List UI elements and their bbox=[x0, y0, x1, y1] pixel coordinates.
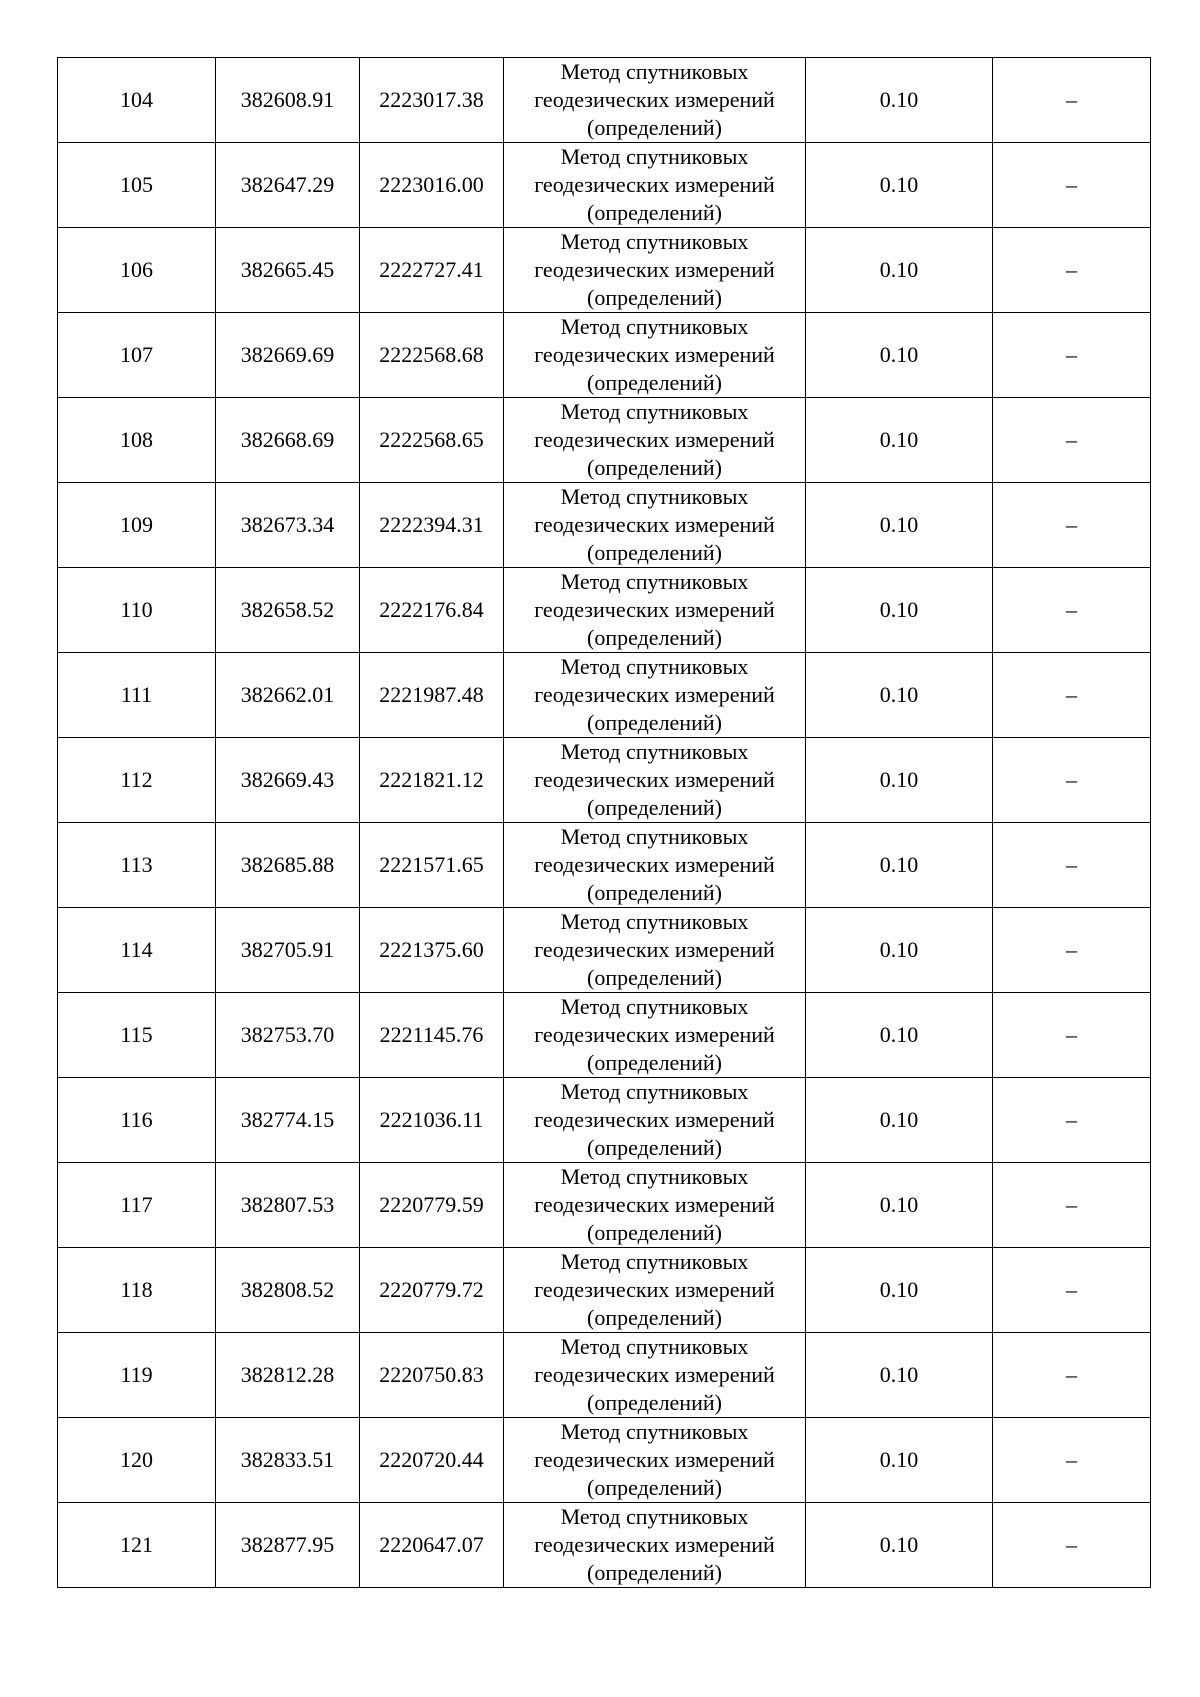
method-line: геодезических измерений bbox=[534, 1022, 775, 1047]
method-line: (определений) bbox=[587, 1135, 722, 1160]
note-cell: – bbox=[993, 228, 1151, 313]
method-line: геодезических измерений bbox=[534, 937, 775, 962]
method-line: (определений) bbox=[587, 1050, 722, 1075]
accuracy-cell: 0.10 bbox=[806, 313, 993, 398]
method-line: геодезических измерений bbox=[534, 852, 775, 877]
method-line: геодезических измерений bbox=[534, 257, 775, 282]
method-line: (определений) bbox=[587, 200, 722, 225]
table-row bbox=[58, 823, 1151, 908]
accuracy-cell: 0.10 bbox=[806, 1503, 993, 1588]
x-coordinate-cell: 382669.43 bbox=[216, 738, 360, 823]
note-cell: – bbox=[993, 1503, 1151, 1588]
y-coordinate-cell: 2221571.65 bbox=[360, 823, 504, 908]
point-number-cell: 115 bbox=[58, 993, 216, 1078]
coordinates-table bbox=[57, 57, 1151, 1588]
method-cell bbox=[504, 1503, 806, 1588]
accuracy-cell: 0.10 bbox=[806, 398, 993, 483]
method-cell bbox=[504, 1418, 806, 1503]
method-cell bbox=[504, 908, 806, 993]
accuracy-cell: 0.10 bbox=[806, 143, 993, 228]
y-coordinate-cell: 2221821.12 bbox=[360, 738, 504, 823]
method-cell bbox=[504, 568, 806, 653]
note-cell: – bbox=[993, 1418, 1151, 1503]
point-number-cell: 120 bbox=[58, 1418, 216, 1503]
note-cell: – bbox=[993, 1078, 1151, 1163]
note-cell: – bbox=[993, 483, 1151, 568]
table-row bbox=[58, 1078, 1151, 1163]
method-line: геодезических измерений bbox=[534, 87, 775, 112]
note-cell: – bbox=[993, 1163, 1151, 1248]
method-line: геодезических измерений bbox=[534, 1447, 775, 1472]
point-number-cell: 107 bbox=[58, 313, 216, 398]
x-coordinate-cell: 382669.69 bbox=[216, 313, 360, 398]
method-line: Метод спутниковых bbox=[560, 1504, 749, 1529]
method-cell bbox=[504, 1248, 806, 1333]
x-coordinate-cell: 382673.34 bbox=[216, 483, 360, 568]
point-number-cell: 118 bbox=[58, 1248, 216, 1333]
x-coordinate-cell: 382658.52 bbox=[216, 568, 360, 653]
method-line: Метод спутниковых bbox=[560, 739, 749, 764]
y-coordinate-cell: 2221036.11 bbox=[360, 1078, 504, 1163]
method-cell bbox=[504, 228, 806, 313]
method-cell bbox=[504, 1078, 806, 1163]
table-row bbox=[58, 1503, 1151, 1588]
method-line: Метод спутниковых bbox=[560, 909, 749, 934]
x-coordinate-cell: 382647.29 bbox=[216, 143, 360, 228]
accuracy-cell: 0.10 bbox=[806, 1248, 993, 1333]
method-cell bbox=[504, 823, 806, 908]
point-number-cell: 106 bbox=[58, 228, 216, 313]
method-cell bbox=[504, 1333, 806, 1418]
x-coordinate-cell: 382668.69 bbox=[216, 398, 360, 483]
point-number-cell: 117 bbox=[58, 1163, 216, 1248]
table-row bbox=[58, 483, 1151, 568]
accuracy-cell: 0.10 bbox=[806, 483, 993, 568]
method-line: геодезических измерений bbox=[534, 1277, 775, 1302]
note-cell: – bbox=[993, 993, 1151, 1078]
point-number-cell: 116 bbox=[58, 1078, 216, 1163]
point-number-cell: 108 bbox=[58, 398, 216, 483]
table-row bbox=[58, 228, 1151, 313]
y-coordinate-cell: 2221145.76 bbox=[360, 993, 504, 1078]
method-line: (определений) bbox=[587, 540, 722, 565]
method-line: Метод спутниковых bbox=[560, 1164, 749, 1189]
method-line: Метод спутниковых bbox=[560, 654, 749, 679]
method-line: (определений) bbox=[587, 710, 722, 735]
method-line: геодезических измерений bbox=[534, 1362, 775, 1387]
method-line: (определений) bbox=[587, 795, 722, 820]
y-coordinate-cell: 2223017.38 bbox=[360, 58, 504, 143]
y-coordinate-cell: 2222568.65 bbox=[360, 398, 504, 483]
x-coordinate-cell: 382662.01 bbox=[216, 653, 360, 738]
method-line: (определений) bbox=[587, 455, 722, 480]
point-number-cell: 105 bbox=[58, 143, 216, 228]
y-coordinate-cell: 2222727.41 bbox=[360, 228, 504, 313]
table-row bbox=[58, 738, 1151, 823]
accuracy-cell: 0.10 bbox=[806, 58, 993, 143]
x-coordinate-cell: 382808.52 bbox=[216, 1248, 360, 1333]
accuracy-cell: 0.10 bbox=[806, 1418, 993, 1503]
method-line: геодезических измерений bbox=[534, 512, 775, 537]
y-coordinate-cell: 2220720.44 bbox=[360, 1418, 504, 1503]
y-coordinate-cell: 2220779.59 bbox=[360, 1163, 504, 1248]
point-number-cell: 109 bbox=[58, 483, 216, 568]
method-line: Метод спутниковых bbox=[560, 1334, 749, 1359]
y-coordinate-cell: 2220779.72 bbox=[360, 1248, 504, 1333]
accuracy-cell: 0.10 bbox=[806, 823, 993, 908]
method-cell bbox=[504, 58, 806, 143]
method-line: геодезических измерений bbox=[534, 1107, 775, 1132]
method-line: (определений) bbox=[587, 370, 722, 395]
note-cell: – bbox=[993, 823, 1151, 908]
method-line: (определений) bbox=[587, 1475, 722, 1500]
accuracy-cell: 0.10 bbox=[806, 738, 993, 823]
method-line: Метод спутниковых bbox=[560, 59, 749, 84]
method-cell bbox=[504, 313, 806, 398]
accuracy-cell: 0.10 bbox=[806, 228, 993, 313]
method-line: (определений) bbox=[587, 625, 722, 650]
method-line: (определений) bbox=[587, 1220, 722, 1245]
method-cell bbox=[504, 143, 806, 228]
point-number-cell: 121 bbox=[58, 1503, 216, 1588]
y-coordinate-cell: 2222176.84 bbox=[360, 568, 504, 653]
x-coordinate-cell: 382807.53 bbox=[216, 1163, 360, 1248]
note-cell: – bbox=[993, 398, 1151, 483]
accuracy-cell: 0.10 bbox=[806, 1078, 993, 1163]
y-coordinate-cell: 2222568.68 bbox=[360, 313, 504, 398]
note-cell: – bbox=[993, 58, 1151, 143]
accuracy-cell: 0.10 bbox=[806, 1163, 993, 1248]
method-line: геодезических измерений bbox=[534, 342, 775, 367]
note-cell: – bbox=[993, 568, 1151, 653]
method-line: Метод спутниковых bbox=[560, 399, 749, 424]
x-coordinate-cell: 382774.15 bbox=[216, 1078, 360, 1163]
method-line: (определений) bbox=[587, 1560, 722, 1585]
method-line: Метод спутниковых bbox=[560, 994, 749, 1019]
method-line: Метод спутниковых bbox=[560, 229, 749, 254]
method-line: Метод спутниковых bbox=[560, 1249, 749, 1274]
point-number-cell: 112 bbox=[58, 738, 216, 823]
method-cell bbox=[504, 653, 806, 738]
method-line: (определений) bbox=[587, 1390, 722, 1415]
table-row bbox=[58, 653, 1151, 738]
table-row bbox=[58, 1163, 1151, 1248]
table-row bbox=[58, 1248, 1151, 1333]
table-row bbox=[58, 908, 1151, 993]
method-line: Метод спутниковых bbox=[560, 569, 749, 594]
x-coordinate-cell: 382877.95 bbox=[216, 1503, 360, 1588]
note-cell: – bbox=[993, 908, 1151, 993]
x-coordinate-cell: 382665.45 bbox=[216, 228, 360, 313]
y-coordinate-cell: 2222394.31 bbox=[360, 483, 504, 568]
note-cell: – bbox=[993, 313, 1151, 398]
point-number-cell: 104 bbox=[58, 58, 216, 143]
point-number-cell: 110 bbox=[58, 568, 216, 653]
point-number-cell: 111 bbox=[58, 653, 216, 738]
coordinates-table-body bbox=[58, 58, 1151, 1588]
note-cell: – bbox=[993, 1248, 1151, 1333]
note-cell: – bbox=[993, 1333, 1151, 1418]
method-line: Метод спутниковых bbox=[560, 484, 749, 509]
method-line: геодезических измерений bbox=[534, 767, 775, 792]
accuracy-cell: 0.10 bbox=[806, 568, 993, 653]
y-coordinate-cell: 2220750.83 bbox=[360, 1333, 504, 1418]
accuracy-cell: 0.10 bbox=[806, 1333, 993, 1418]
table-row bbox=[58, 993, 1151, 1078]
method-line: Метод спутниковых bbox=[560, 144, 749, 169]
method-line: Метод спутниковых bbox=[560, 1079, 749, 1104]
point-number-cell: 119 bbox=[58, 1333, 216, 1418]
table-row bbox=[58, 313, 1151, 398]
y-coordinate-cell: 2220647.07 bbox=[360, 1503, 504, 1588]
table-row bbox=[58, 1333, 1151, 1418]
x-coordinate-cell: 382833.51 bbox=[216, 1418, 360, 1503]
note-cell: – bbox=[993, 738, 1151, 823]
point-number-cell: 113 bbox=[58, 823, 216, 908]
x-coordinate-cell: 382753.70 bbox=[216, 993, 360, 1078]
table-row bbox=[58, 143, 1151, 228]
accuracy-cell: 0.10 bbox=[806, 993, 993, 1078]
method-line: Метод спутниковых bbox=[560, 824, 749, 849]
method-cell bbox=[504, 398, 806, 483]
x-coordinate-cell: 382608.91 bbox=[216, 58, 360, 143]
y-coordinate-cell: 2223016.00 bbox=[360, 143, 504, 228]
method-cell bbox=[504, 1163, 806, 1248]
method-line: (определений) bbox=[587, 285, 722, 310]
x-coordinate-cell: 382705.91 bbox=[216, 908, 360, 993]
method-line: Метод спутниковых bbox=[560, 314, 749, 339]
method-cell bbox=[504, 738, 806, 823]
note-cell: – bbox=[993, 143, 1151, 228]
method-line: (определений) bbox=[587, 965, 722, 990]
method-line: (определений) bbox=[587, 880, 722, 905]
method-line: (определений) bbox=[587, 1305, 722, 1330]
method-line: (определений) bbox=[587, 115, 722, 140]
method-line: геодезических измерений bbox=[534, 1532, 775, 1557]
table-row bbox=[58, 568, 1151, 653]
method-cell bbox=[504, 993, 806, 1078]
note-cell: – bbox=[993, 653, 1151, 738]
x-coordinate-cell: 382685.88 bbox=[216, 823, 360, 908]
method-line: Метод спутниковых bbox=[560, 1419, 749, 1444]
method-line: геодезических измерений bbox=[534, 172, 775, 197]
accuracy-cell: 0.10 bbox=[806, 908, 993, 993]
method-line: геодезических измерений bbox=[534, 427, 775, 452]
point-number-cell: 114 bbox=[58, 908, 216, 993]
x-coordinate-cell: 382812.28 bbox=[216, 1333, 360, 1418]
method-line: геодезических измерений bbox=[534, 682, 775, 707]
table-row bbox=[58, 1418, 1151, 1503]
method-line: геодезических измерений bbox=[534, 1192, 775, 1217]
table-row bbox=[58, 398, 1151, 483]
method-line: геодезических измерений bbox=[534, 597, 775, 622]
table-row bbox=[58, 58, 1151, 143]
y-coordinate-cell: 2221375.60 bbox=[360, 908, 504, 993]
y-coordinate-cell: 2221987.48 bbox=[360, 653, 504, 738]
accuracy-cell: 0.10 bbox=[806, 653, 993, 738]
method-cell bbox=[504, 483, 806, 568]
